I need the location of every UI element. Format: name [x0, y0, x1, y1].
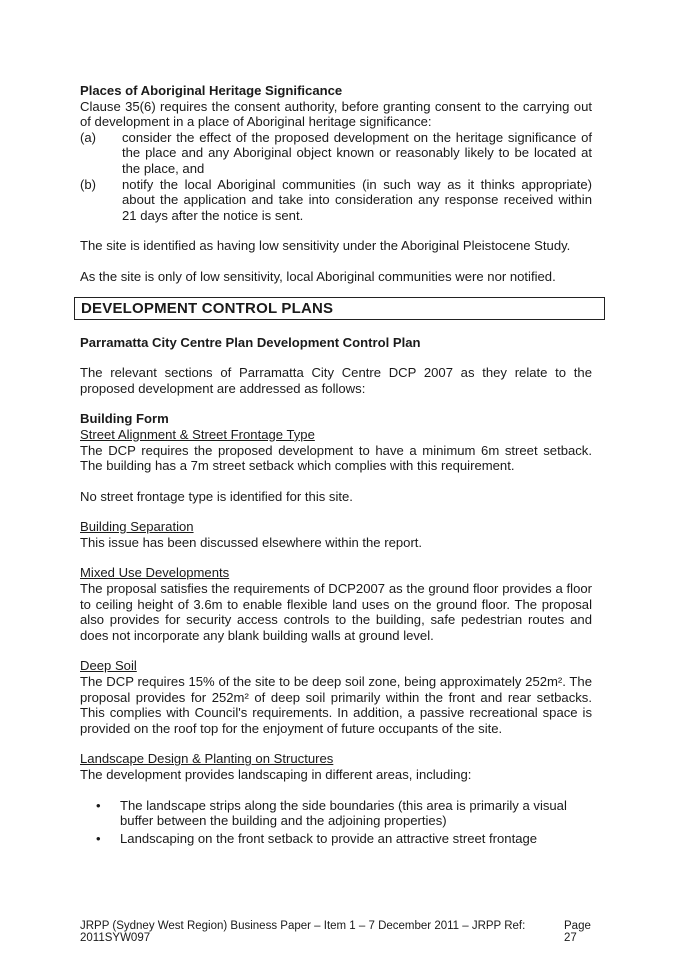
- landscape-heading: Landscape Design & Planting on Structures: [80, 751, 334, 767]
- deep-soil-heading: Deep Soil: [80, 658, 137, 674]
- list-item: [80, 831, 592, 847]
- list-item: [80, 798, 592, 829]
- landscape-intro: The development provides landscaping in different areas, including:: [80, 767, 472, 782]
- street-alignment-text: The DCP requires the proposed development to have a minimum 6m street setback. The building has a 7m street setback which complies with this requirement.: [80, 442, 592, 474]
- heritage-sensitivity-para: The site is identified as having low sensitivity under the Aboriginal Pleistocene Study.: [80, 238, 571, 254]
- building-form-heading: Building Form: [80, 411, 169, 427]
- street-alignment-heading: Street Alignment & Street Frontage Type: [80, 426, 315, 442]
- street-frontage-text: No street frontage type is identified for this site.: [80, 488, 353, 504]
- dcp-heading: Parramatta City Centre Plan Development Control Plan: [80, 334, 421, 350]
- list-label: (b): [80, 176, 97, 192]
- deep-soil-text: The DCP requires 15% of the site to be deep soil zone, being approximately 252m². The proposal provides for 252m² of deep soil primarily within the front and rear setbacks. This complies with Council's requirements. In addition, a passive recreational space is provided on the roof top for the enjoyment of future occupants of the site.: [80, 674, 592, 736]
- separation-heading: Building Separation: [80, 519, 194, 535]
- mixed-use-text: The proposal satisfies the requirements of DCP2007 as the ground floor provides a floor to ceiling height of 3.6m to enable flexible land uses on the ground floor. The proposal also provides for security access controls to the building, safe pedestrian routes and does not incorporate any blank building walls at ground level.: [80, 581, 592, 643]
- dcp-intro: The relevant sections of Parramatta City Centre DCP 2007 as they relate to the proposed development are addressed as follows:: [80, 365, 592, 396]
- mixed-use-heading: Mixed Use Developments: [80, 565, 230, 581]
- heritage-heading: Places of Aboriginal Heritage Significance: [80, 83, 343, 98]
- heritage-intro: Clause 35(6) requires the consent authority, before granting consent to the carrying out of development in a place of Aboriginal heritage significance:: [80, 98, 592, 130]
- list-text: consider the effect of the proposed development on the heritage significance of the place and any Aboriginal object known or reasonably likely to be located at the place, and: [122, 129, 592, 176]
- bullet-icon: •: [96, 797, 101, 813]
- heritage-item-a: [80, 130, 592, 177]
- section-title-box: DEVELOPMENT CONTROL PLANS: [74, 297, 605, 320]
- separation-text: This issue has been discussed elsewhere within the report.: [80, 534, 423, 550]
- heritage-item-b: [80, 177, 592, 224]
- bullet-text: Landscaping on the front setback to provide an attractive street frontage: [120, 830, 538, 846]
- footer-reference: JRPP (Sydney West Region) Business Paper – Item 1 – 7 December 2011 – JRPP Ref: 2011SYW097: [80, 920, 526, 944]
- page-number: Page 27: [564, 920, 591, 944]
- document-page: [80, 83, 592, 848]
- heritage-notification-para: As the site is only of low sensitivity, local Aboriginal communities were nor notified.: [80, 268, 556, 284]
- page-footer: [80, 920, 604, 944]
- landscape-bullet-list: [80, 798, 592, 847]
- list-label: (a): [80, 129, 97, 145]
- list-text: notify the local Aboriginal communities (in such way as it thinks appropriate) about the application and take into consideration any response received within 21 days after the notice is sent.: [122, 176, 592, 223]
- bullet-icon: •: [96, 830, 101, 846]
- bullet-text: The landscape strips along the side boundaries (this area is primarily a visual buffer between the building and the adjoining properties): [120, 797, 567, 829]
